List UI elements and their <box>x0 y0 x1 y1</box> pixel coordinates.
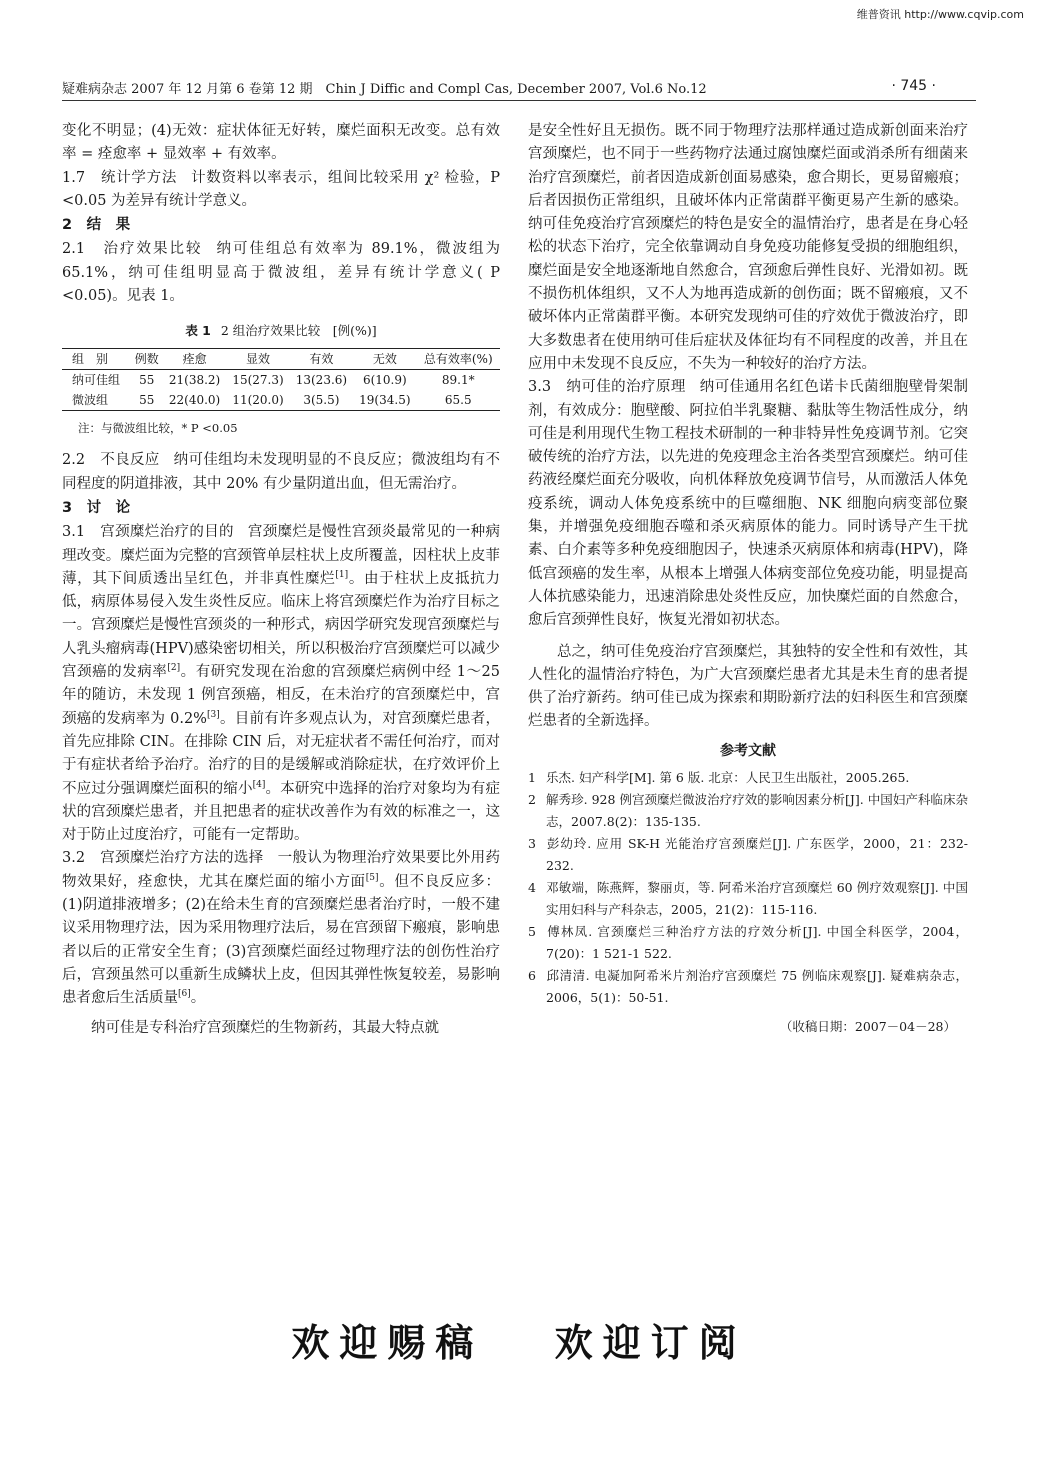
table-cell: 21(38.2) <box>168 373 221 388</box>
table-cell: 13(23.6) <box>295 373 348 388</box>
section-2-2 <box>62 449 500 496</box>
table-cell: 89.1* <box>441 373 475 388</box>
section-text: 宫颈糜烂是慢性宫颈炎最常见的一种病理改变。糜烂面为完整的宫颈管单层柱状上皮所覆盖，因柱状上皮菲薄，其下间质透出呈红色，并非真性糜烂 <box>62 524 500 587</box>
received-date: （收稿日期：2007－04－28） <box>779 1019 956 1035</box>
bottom-banner <box>0 1312 1038 1367</box>
section-text: 。本研究中选择的治疗对象均为有症状的宫颈糜烂患者，并且把患者的症状改善作为有效的标准之一，这对于防止过度治疗，可能有一定帮助。 <box>62 780 501 844</box>
table-caption <box>62 322 500 340</box>
reference-text: 解秀珍. 928 例宫颈糜烂微波治疗疗效的影响因素分析[J]. 中国妇产科临床杂志，2007.8(2)：135-135. <box>546 792 968 830</box>
table-cell: 微波组 <box>72 393 109 408</box>
table-caption-text: 2 组治疗效果比较 [例(%)] <box>220 323 377 339</box>
banner-welcome-submissions: 欢迎赐稿 <box>291 1320 484 1365</box>
section-3-1 <box>62 521 500 847</box>
section-text: 。目前有许多观点认为，对宫颈糜烂患者，首先应排除 CIN。在排除 CIN 后，对无症状者不需任何治疗，而对于有症状者给予治疗。治疗的目的是缓解或消除症状，在疗效评价上不应过分强调糜烂面积的缩小 <box>62 710 501 797</box>
paragraph: 纳可佳是专科治疗宫颈糜烂的生物新药，其最大特点就 <box>91 1019 439 1036</box>
col-header-group: 组 别 <box>72 352 109 367</box>
table-cell: 6(10.9) <box>362 373 407 388</box>
reference-number: 2 <box>528 792 536 808</box>
table-number: 表 1 <box>185 323 211 339</box>
reference-number: 6 <box>528 968 536 984</box>
table-row <box>62 370 500 391</box>
section-heading: 3.1 宫颈糜烂治疗的目的 <box>62 524 234 541</box>
col-header-marked: 显效 <box>245 352 270 367</box>
section-text: 。 <box>190 990 206 1007</box>
section-heading: 1.7 统计学方法 <box>62 169 178 186</box>
section-3-2 <box>62 847 500 1010</box>
section-3-title: 3 讨 论 <box>62 499 131 516</box>
citation-2: [2] <box>167 663 181 674</box>
section-text: 。但不良反应多：(1)阴道排液增多；(2)在给未生育的宫颈糜烂患者治疗时，一般不建议采用物理疗法，因为采用物理疗法后，易在宫颈留下瘢痕，影响患者以后的正常安全生育；(3)宫颈糜烂面经过物理疗法的创伤性治疗后，宫颈虽然可以重新生成鳞状上皮，但因其弹性恢复较差，易影响患者愈后生活质量 <box>62 873 500 1007</box>
table-cell: 15(27.3) <box>232 373 284 388</box>
reference-text: 乐杰. 妇产科学[M]. 第 6 版. 北京：人民卫生出版社，2005.265. <box>546 770 910 786</box>
summary-paragraph: 总之，纳可佳免疫治疗宫颈糜烂，其独特的安全性和有效性，其人性化的温情治疗特色，为广大宫颈糜烂患者尤其是未生育的患者提供了治疗新药。纳可佳已成为探索和期盼新疗法的妇科医生和宫颈糜烂患者的全新选择。 <box>528 643 968 730</box>
citation-1: [1] <box>335 570 349 581</box>
reference-number: 4 <box>528 880 536 896</box>
col-header-cured: 痊愈 <box>182 352 207 367</box>
citation-5: [5] <box>365 872 379 883</box>
section-text: 。由于柱状上皮抵抗力低，病原体易侵入发生炎性反应。临床上将宫颈糜烂作为治疗目标之一。宫颈糜烂是慢性宫颈炎的一种形式，病因学研究发现宫颈糜烂与人乳头瘤病毒(HPV)感染密切相关，所以积极治疗宫颈糜烂可以减少宫颈癌的发病率 <box>62 570 500 681</box>
table-cell: 3(5.5) <box>303 393 340 408</box>
banner-welcome-subscriptions: 欢迎订阅 <box>554 1320 747 1365</box>
reference-number: 1 <box>528 770 536 786</box>
paragraph: 变化不明显；(4)无效：症状体征无好转，糜烂面积无改变。总有效率 = 痊愈率 + 显效率 + 有效率。 <box>62 123 500 163</box>
reference-item <box>528 921 968 965</box>
reference-text: 邓敏端，陈燕辉，黎丽贞，等. 阿希米治疗宫颈糜烂 60 例疗效观察[J]. 中国实用妇科与产科杂志，2005，21(2)：115-116. <box>546 880 968 918</box>
section-heading: 2.1 治疗效果比较 <box>62 241 203 258</box>
table-row <box>62 390 500 411</box>
paragraph: 是安全性好且无损伤。既不同于物理疗法那样通过造成新创面来治疗宫颈糜烂，也不同于一些药物疗法通过腐蚀糜烂面或消杀所有细菌来治疗宫颈糜烂，前者因造成新创面易感染，愈合期长，更易留瘢痕；后者因损伤正常组织，且破坏体内正常菌群平衡更易产生新的感染。纳可佳免疫治疗宫颈糜烂的特色是安全的温情治疗，患者是在身心轻松的状态下治疗，完全依靠调动自身免疫功能修复受损的细胞组织，糜烂面是安全地逐渐地自然愈合，宫颈愈后弹性良好、光滑如初。既不损伤机体组织，又不人为地再造成新的创伤面；既不留瘢痕，又不破坏体内正常菌群平衡。本研究发现纳可佳的疗效优于微波治疗，即大多数患者在使用纳可佳后症状及体征均有不同程度的改善，并且在应用中未发现不良反应，不失为一种较好的治疗方法。 <box>528 123 968 372</box>
section-1-7 <box>62 167 500 214</box>
section-text: 一般认为物理治疗效果要比外用药物效果好，痊愈快，尤其在糜烂面的缩小方面 <box>62 850 501 890</box>
col-header-n: 例数 <box>134 352 159 367</box>
table-cell: 55 <box>139 393 155 408</box>
reference-item <box>528 965 968 1009</box>
reference-number: 5 <box>528 924 536 940</box>
col-header-ineffective: 无效 <box>372 352 397 367</box>
section-text: 计数资料以率表示，组间比较采用 χ² 检验，P <0.05 为差异有统计学意义。 <box>62 169 501 209</box>
section-heading: 2.2 不良反应 <box>62 452 160 469</box>
table-cell: 11(20.0) <box>232 393 284 408</box>
table-note: 注：与微波组比较，* P <0.05 <box>78 421 238 436</box>
running-head <box>62 78 976 101</box>
reference-text: 傅林凤. 宫颈糜烂三种治疗方法的疗效分析[J]. 中国全科医学，2004，7(20)：1 521-1 522. <box>546 924 968 962</box>
section-heading: 3.3 纳可佳的治疗原理 <box>528 379 686 396</box>
section-3-3 <box>528 376 968 632</box>
reference-item <box>528 767 968 789</box>
reference-text: 彭幼玲. 应用 SK-H 光能治疗宫颈糜烂[J]. 广东医学，2000，21：232-232. <box>546 836 968 874</box>
reference-number: 3 <box>528 836 536 852</box>
reference-item <box>528 833 968 877</box>
section-text: 纳可佳组总有效率为 89.1%，微波组为 65.1%，纳可佳组明显高于微波组，差异有统计学意义( P <0.05)。见表 1。 <box>62 241 501 305</box>
journal-citation: 疑难病杂志 2007 年 12 月第 6 卷第 12 期 Chin J Diffic and Compl Cas, December 2007, Vol.6 No.12 <box>62 82 707 97</box>
section-text: 纳可佳组均未发现明显的不良反应；微波组均有不同程度的阴道排液，其中 20% 有少量阴道出血，但无需治疗。 <box>62 452 501 492</box>
table-cell: 19(34.5) <box>359 393 411 408</box>
reference-text: 邱清清. 电凝加阿希米片剂治疗宫颈糜烂 75 例临床观察[J]. 疑难病杂志，2006，5(1)：50-51. <box>546 968 968 1006</box>
references-list <box>528 767 968 1009</box>
right-column <box>528 120 968 1038</box>
citation-6: [6] <box>178 989 191 1000</box>
section-2-1 <box>62 238 500 308</box>
table-1 <box>62 322 500 437</box>
reference-item <box>528 877 968 921</box>
section-text: 。有研究发现在治愈的宫颈糜烂病例中经 1～25 年的随访，未发现 1 例宫颈癌，相反，在未治疗的宫颈糜烂中，宫颈癌的发病率为 0.2% <box>62 664 500 727</box>
table-cell: 22(40.0) <box>168 393 221 408</box>
section-2-title: 2 结 果 <box>62 217 131 234</box>
section-text: 纳可佳通用名红色诺卡氏菌细胞壁骨架制剂，有效成分：胞壁酸、阿拉伯半乳聚糖、黏肽等生物活性成分，纳可佳是利用现代生物工程技术研制的一种非特异性免疫调节剂。它突破传统的治疗方法，以先进的免疫理念主治各类型宫颈糜烂。纳可佳药液经糜烂面充分吸收，向机体释放免疫调节信号，从而激活人体免疫系统，调动人体免疫系统中的巨噬细胞、NK 细胞向病变部位聚集，并增强免疫细胞吞噬和杀灭病原体的能力。同时诱导产生干扰素、白介素等多种免疫细胞因子，快速杀灭病原体和病毒(HPV)，降低宫颈癌的发生率，从根本上增强人体病变部位免疫功能，明显提高人体抗感染能力，迅速消除患处炎性反应，加快糜烂面的自然愈合，愈后宫颈弹性良好，恢复光滑如初状态。 <box>528 379 968 629</box>
table-cell: 纳可佳组 <box>72 373 121 388</box>
left-column <box>62 120 500 1040</box>
table-cell: 65.5 <box>444 393 472 408</box>
citation-3: [3] <box>206 709 220 720</box>
col-header-effective: 有效 <box>309 352 334 367</box>
references-title: 参考文献 <box>720 742 776 759</box>
page-number: · 745 · <box>891 78 936 94</box>
col-header-total-rate: 总有效率(%) <box>423 352 493 367</box>
table-cell: 55 <box>139 373 155 388</box>
reference-item <box>528 789 968 833</box>
table-header-row <box>62 349 500 370</box>
citation-4: [4] <box>252 779 266 790</box>
section-heading: 3.2 宫颈糜烂治疗方法的选择 <box>62 850 264 867</box>
results-table <box>62 348 500 411</box>
source-watermark: 维普资讯 http://www.cqvip.com <box>856 8 1024 21</box>
